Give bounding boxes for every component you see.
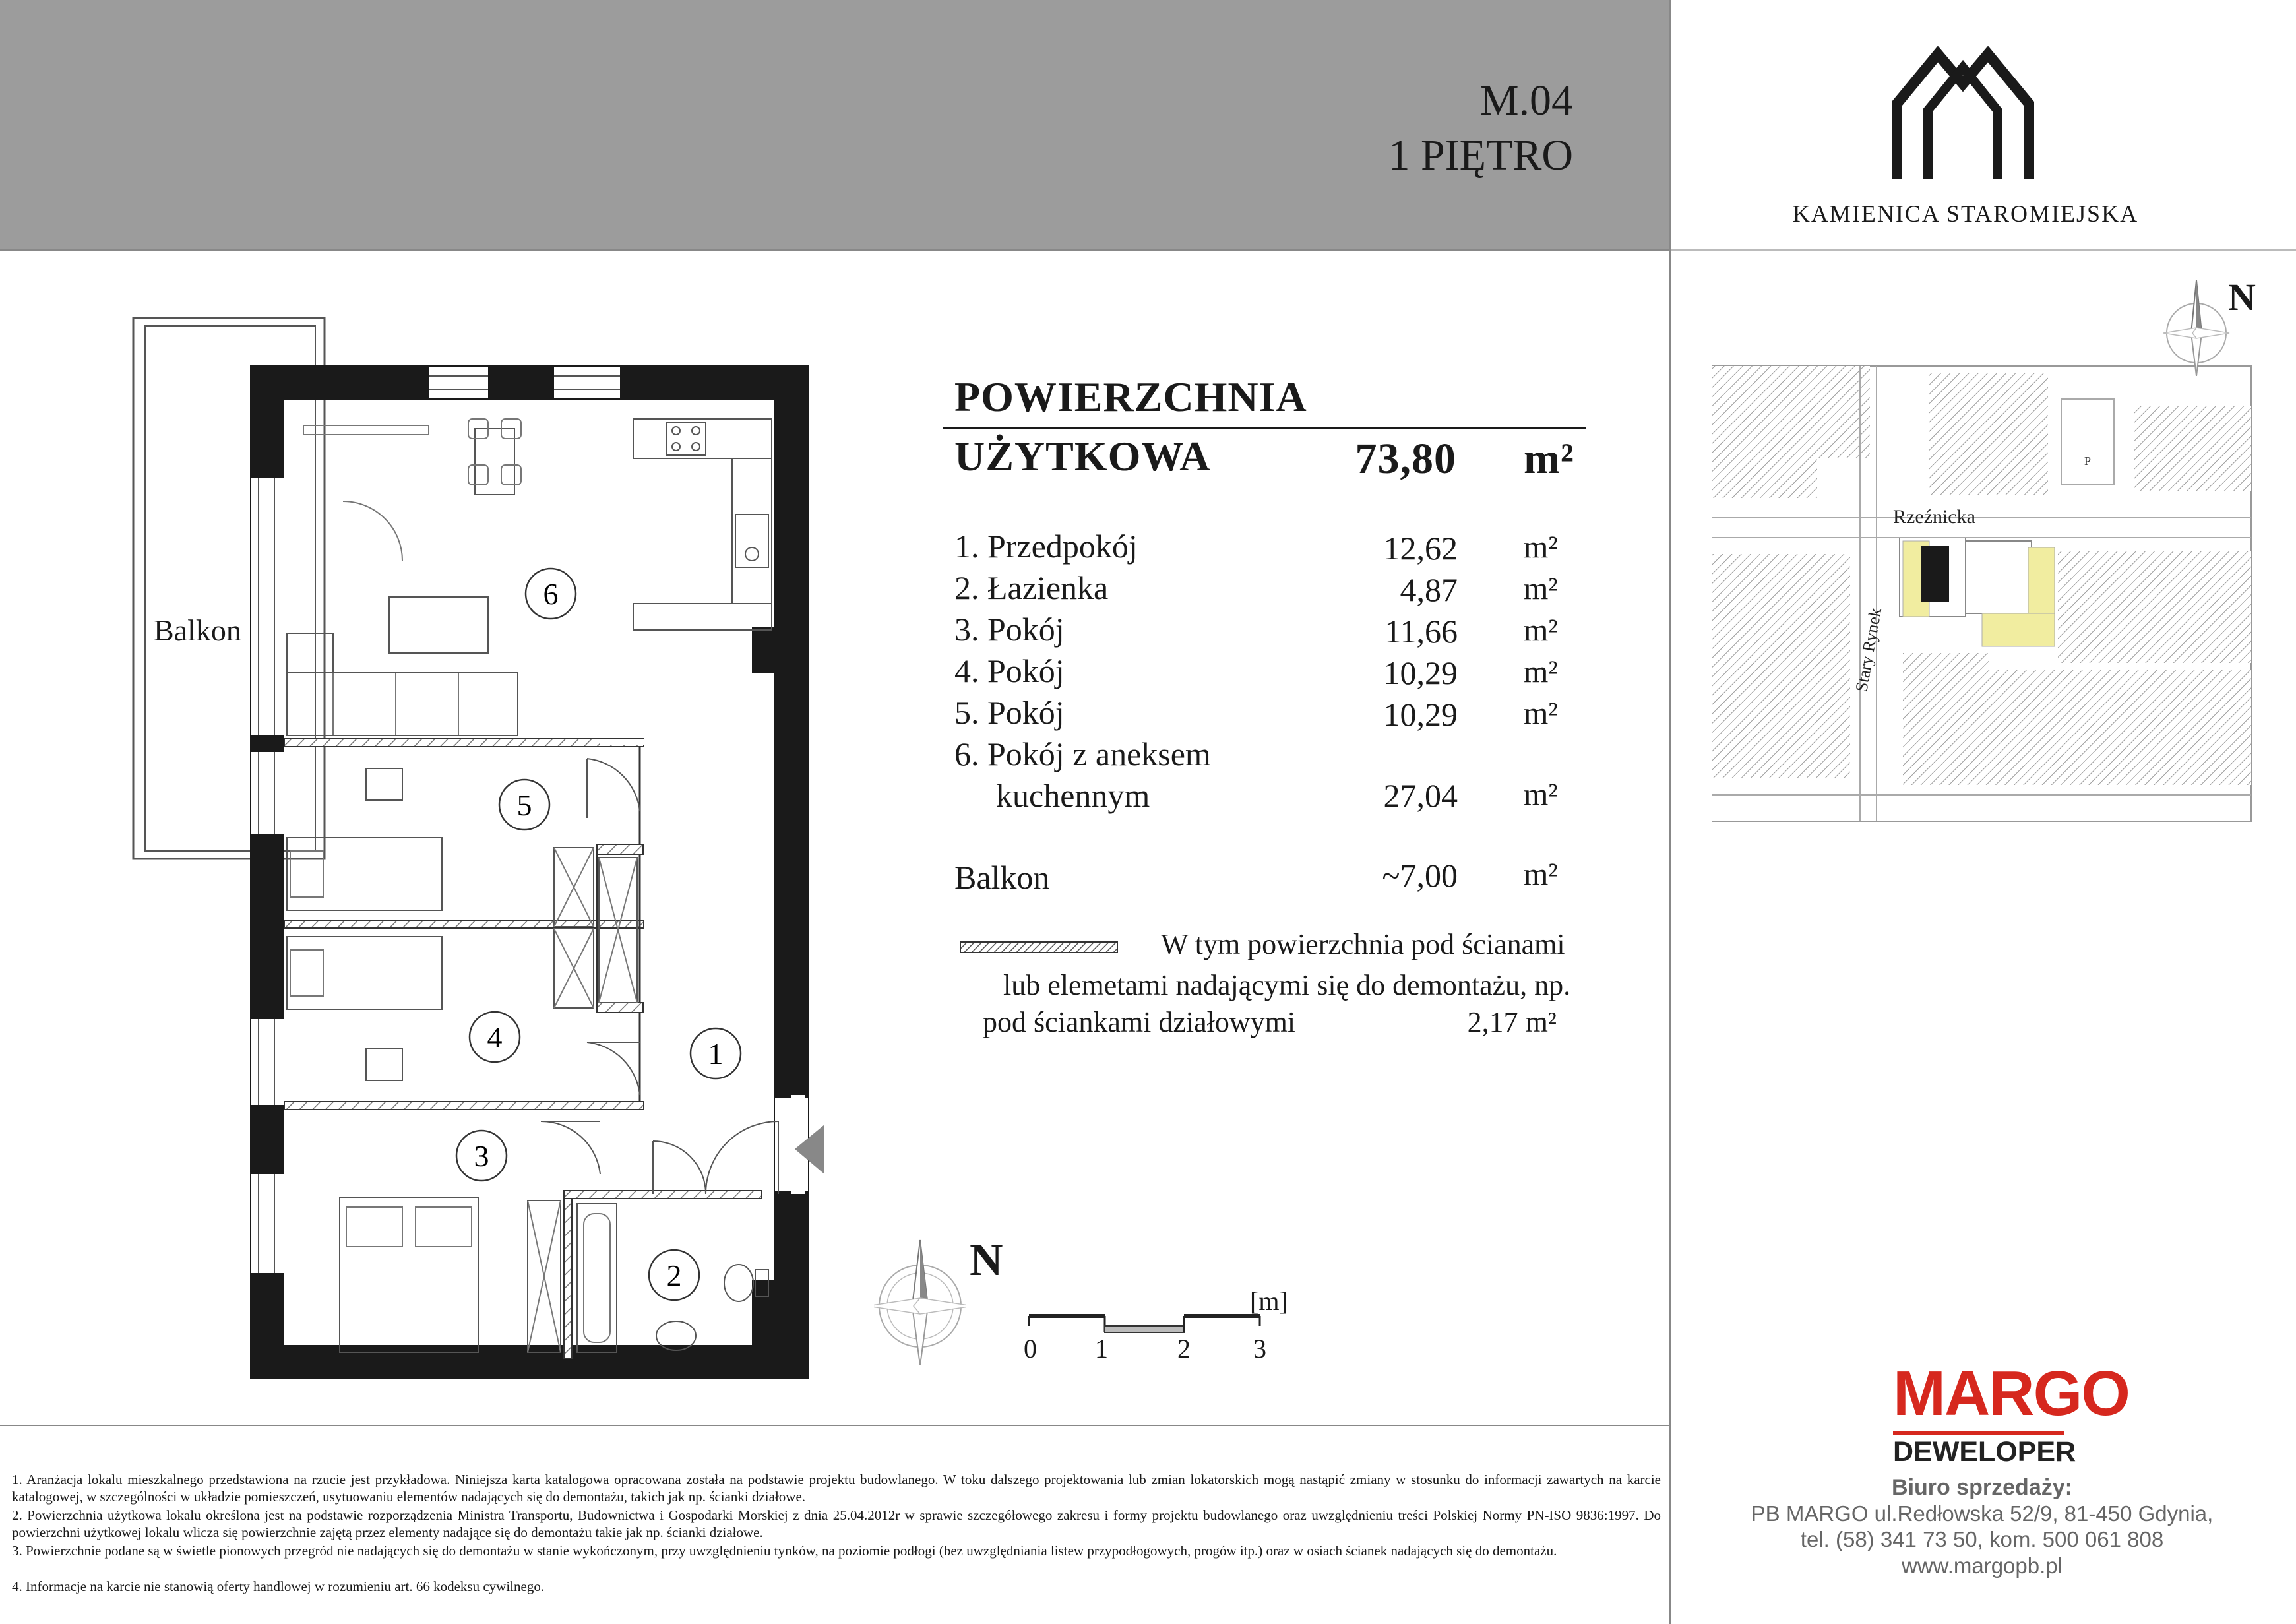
room-2-value: 4,87 <box>1400 571 1458 608</box>
room-3-value: 11,66 <box>1384 613 1458 650</box>
sales-title: Biuro sprzedaży: <box>1892 1475 2072 1500</box>
divider-footer <box>0 1425 1669 1426</box>
room-1-label: 1. Przedpokój <box>954 528 1138 565</box>
room-2-unit: m² <box>1524 571 1558 606</box>
room-number-2: 2 <box>666 1259 682 1292</box>
room-number-6: 6 <box>543 577 559 611</box>
location-map <box>1712 359 2252 848</box>
brand-rule <box>1893 1431 2064 1435</box>
room-5-unit: m² <box>1524 696 1558 731</box>
building-marker <box>1921 546 1949 602</box>
room-3-label: 3. Pokój <box>954 611 1065 648</box>
note-line3: pod ściankami działowymi <box>983 1006 1296 1038</box>
divider-header <box>0 249 1669 251</box>
room-6-value: 27,04 <box>1383 777 1458 814</box>
scale-tick-1: 1 <box>1095 1334 1108 1363</box>
room-1-value: 12,62 <box>1383 530 1458 567</box>
scale-bar <box>1026 1313 1276 1339</box>
area-total-unit: m² <box>1524 435 1574 483</box>
room-number-1: 1 <box>708 1037 724 1071</box>
map-parking-label: P <box>2084 454 2092 468</box>
room-6-label-cont: kuchennym <box>996 777 1150 814</box>
map-street-top: Rzeźnicka <box>1893 506 1975 528</box>
brand-name: MARGO <box>1893 1358 2129 1429</box>
sales-phone: tel. (58) 341 73 50, kom. 500 061 808 <box>1800 1527 2164 1551</box>
room-number-5: 5 <box>516 788 532 822</box>
sales-address: PB MARGO ul.Redłowska 52/9, 81-450 Gdynia, <box>1751 1501 2214 1526</box>
house-outline-icon <box>1892 41 2037 186</box>
room-2-label: 2. Łazienka <box>954 569 1109 606</box>
sales-website[interactable]: www.margopb.pl <box>1902 1553 2063 1578</box>
scale-unit: [m] <box>1250 1286 1288 1316</box>
map-compass-icon <box>2163 277 2236 376</box>
room-number-3: 3 <box>474 1139 489 1173</box>
room-6-label: 6. Pokój z aneksem <box>954 735 1211 772</box>
footnote-2: 2. Powierzchnia użytkowa lokalu określona jest na podstawie rozporządzenia Ministra Transportu, Budownictwa i Gospodarki Morskiej z dnia 25.04.2012r w sprawie szczegółowego zakresu i formy projektu budowlanego oraz uwzględnieniu treści Polskiej Normy PN-ISO 9836:1997. Do powierzchni użytkowej lokalu wlicza się powierzchnie zajętą przez elementy nadające się do demontażu takie jak np. ścianki działowe. <box>12 1507 1661 1541</box>
footnote-1: 1. Aranżacja lokalu mieszkalnego przedstawiona na rzucie jest przykładowa. Niniejsza karta katalogowa opracowana została na podstawie projektu budowlanego. W toku dalszego projektowania lub zmian lokatorskich mogą nastąpić zmiany w stosunku do informacji zawartych na karcie katalogowej, w szczególności w układzie pomieszczeń, usytuowaniu elementów nadających się do demontażu, takich jak np. ścianki działowe. <box>12 1472 1661 1505</box>
plan-north-label: N <box>970 1235 1004 1286</box>
note-line2: lub elemetami nadającymi się do demontażu, np. <box>1003 969 1571 1001</box>
compass-rose-icon <box>874 1234 966 1365</box>
floor-label: 1 PIĘTRO <box>1388 131 1573 179</box>
area-title-rule <box>943 427 1586 429</box>
area-title-line2: UŻYTKOWA <box>954 433 1211 480</box>
note-line1: W tym powierzchnia pod ścianami <box>1161 928 1565 960</box>
room-5-label: 5. Pokój <box>954 694 1065 731</box>
area-total: 73,80 <box>1355 435 1456 483</box>
note-value: 2,17 m² <box>1467 1006 1557 1038</box>
balcony-unit: m² <box>1524 857 1558 892</box>
map-north-label: N <box>2228 276 2256 319</box>
room-6-unit: m² <box>1524 777 1558 812</box>
divider-logo <box>1671 249 2296 251</box>
header-band <box>0 0 1669 249</box>
scale-tick-2: 2 <box>1177 1334 1191 1363</box>
hatch-legend-icon <box>960 941 1118 954</box>
room-4-label: 4. Pokój <box>954 652 1065 689</box>
plan-balcony-label: Balkon <box>150 615 245 646</box>
divider-vertical <box>1669 0 1671 1624</box>
map-street-left: Stary Rynek <box>1851 606 1886 694</box>
room-5-value: 10,29 <box>1383 696 1458 733</box>
floor-plan <box>125 303 864 1385</box>
area-title-line1: POWIERZCHNIA <box>954 373 1307 420</box>
room-4-unit: m² <box>1524 654 1558 689</box>
balcony-label: Balkon <box>954 859 1050 896</box>
room-number-4: 4 <box>487 1020 503 1054</box>
scale-tick-0: 0 <box>1024 1334 1037 1363</box>
brand-sub: DEWELOPER <box>1893 1436 2076 1468</box>
room-3-unit: m² <box>1524 613 1558 648</box>
room-4-value: 10,29 <box>1383 654 1458 691</box>
logo-name: KAMIENICA STAROMIEJSKA <box>1792 201 2139 227</box>
scale-tick-3: 3 <box>1253 1334 1266 1363</box>
apartment-code: M.04 <box>1479 77 1573 125</box>
footnote-3: 3. Powierzchnie podane są w świetle pionowych przegród nie nadających się do demontażu w stanie wykończonym, przy uwzględnieniu tynków, na poziomie podłogi (bez uwzględniania listew przypodłogowych, progów itp.) oraz w osiach ścianek nadających się do demontażu. <box>12 1543 1557 1559</box>
footnote-4: 4. Informacje na karcie nie stanowią oferty handlowej w rozumieniu art. 66 kodeksu cywilnego. <box>12 1578 545 1594</box>
room-1-unit: m² <box>1524 530 1558 565</box>
balcony-value: ~7,00 <box>1382 857 1458 894</box>
